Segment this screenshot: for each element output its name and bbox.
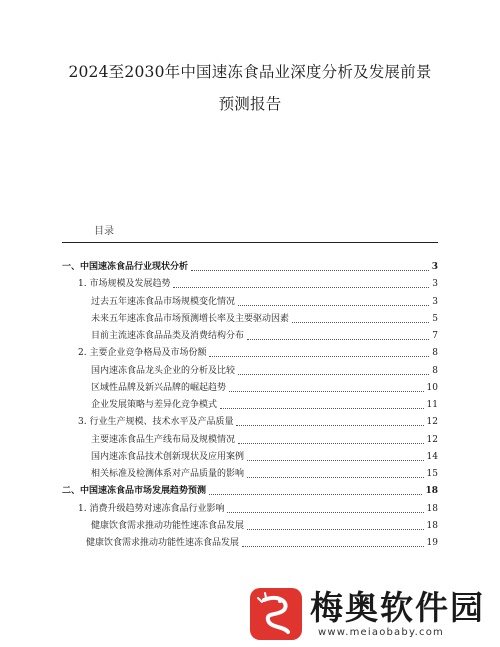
toc-leader-dots (247, 459, 424, 461)
toc-entry-title: 相关标准及检测体系对产品质量的影响 (91, 469, 245, 479)
toc-entry-title: 1. 消费升级趋势对速冻食品行业影响 (78, 503, 225, 514)
toc-leader-dots (238, 442, 424, 444)
toc-entry[interactable] (78, 343, 438, 359)
document-title-line2: 预测报告 (218, 95, 282, 113)
toc-entry-page: 18 (426, 503, 438, 514)
toc-entry[interactable] (91, 430, 438, 446)
toc-entry-title: 目前主流速冻食品品类及消费结构分布 (91, 331, 245, 341)
toc-entry-page: 14 (426, 451, 438, 462)
toc-entry[interactable] (91, 378, 438, 394)
toc-entry-page: 3 (432, 279, 438, 290)
toc-entry-title: 健康饮食需求推动功能性速冻食品发展 (91, 520, 245, 531)
toc-entry-title: 国内速冻食品龙头企业的分析及比较 (91, 365, 236, 376)
toc-entry-title: 国内速冻食品技术创新现状及应用案例 (91, 451, 245, 462)
toc-entry-page: 12 (426, 434, 438, 445)
toc-entry-page: 8 (432, 348, 438, 359)
toc-entry-page: 5 (432, 313, 438, 324)
toc-entry-page: 7 (432, 331, 438, 341)
toc-entry-page: 3 (432, 296, 438, 307)
toc-entry[interactable] (78, 274, 438, 290)
toc-entry[interactable] (62, 257, 438, 273)
toc-leader-dots (236, 424, 423, 426)
toc-entry[interactable] (91, 361, 438, 377)
toc-entry-title: 过去五年速冻食品市场规模变化情况 (91, 296, 236, 307)
document-title-line1: 2024至2030年中国速冻食品业深度分析及发展前景 (68, 63, 432, 81)
toc-entry-title: 2. 主要企业竞争格局及市场份额 (78, 348, 207, 359)
toc-entry-page: 12 (426, 417, 438, 428)
toc-entry[interactable] (91, 447, 438, 463)
toc-entry[interactable] (91, 292, 438, 308)
toc-entry-title: 企业发展策略与差异化竞争模式 (91, 400, 218, 410)
toc-entry-title: 未来五年速冻食品市场预测增长率及主要驱动因素 (91, 313, 290, 324)
toc-entry-page: 19 (426, 538, 438, 548)
toc-entry[interactable] (91, 309, 438, 325)
toc-leader-dots (173, 286, 429, 288)
watermark (246, 582, 500, 647)
toc-entry[interactable] (91, 326, 438, 342)
toc-leader-dots (209, 493, 422, 495)
toc-leader-dots (247, 476, 424, 478)
toc-leader-dots (247, 528, 424, 530)
toc-entry-page: 18 (425, 486, 438, 497)
watermark-brand: 梅奥软件园 (310, 588, 485, 627)
toc-leader-dots (227, 511, 423, 513)
toc-leader-dots (229, 390, 424, 392)
toc-entry[interactable] (86, 533, 438, 549)
toc-leader-dots (220, 407, 424, 409)
toc-entry[interactable] (91, 464, 438, 480)
toc-leader-dots (292, 321, 429, 323)
toc-entry-title: 二、中国速冻食品市场发展趋势预测 (62, 486, 207, 497)
toc-entry[interactable] (78, 412, 438, 428)
toc-entry-page: 3 (431, 262, 438, 272)
toc-leader-dots (247, 338, 429, 340)
toc-leader-dots (242, 545, 424, 547)
watermark-url: www.meiaobaby.com (318, 627, 444, 638)
toc-leader-dots (238, 304, 429, 306)
toc-entry-page: 10 (426, 382, 438, 393)
toc-leader-dots (209, 355, 429, 357)
toc-entry-page: 18 (426, 520, 438, 531)
toc-heading: 目录 (94, 226, 114, 237)
toc-entry[interactable] (91, 516, 438, 532)
toc-leader-dots (238, 373, 429, 375)
toc-leader-dots (191, 269, 429, 271)
dragon-logo-icon (250, 588, 302, 640)
toc-entry-title: 1. 市场规模及发展趋势 (78, 279, 171, 290)
toc-entry-title: 区域性品牌及新兴品牌的崛起趋势 (91, 382, 227, 393)
toc-rule (62, 242, 438, 243)
toc-entry[interactable] (62, 481, 438, 497)
toc-entry[interactable] (78, 499, 438, 515)
toc-entry-title: 主要速冻食品生产线布局及规模情况 (91, 434, 236, 445)
toc-entry-title: 健康饮食需求推动功能性速冻食品发展 (86, 538, 240, 548)
toc-entry[interactable] (91, 395, 438, 411)
toc-entry-page: 15 (426, 469, 438, 479)
toc-entry-title: 3. 行业生产规模、技术水平及产品质量 (78, 417, 234, 428)
toc-entry-page: 8 (432, 365, 438, 376)
toc-entry-title: 一、中国速冻食品行业现状分析 (62, 262, 189, 272)
toc-entry-page: 11 (426, 400, 438, 410)
